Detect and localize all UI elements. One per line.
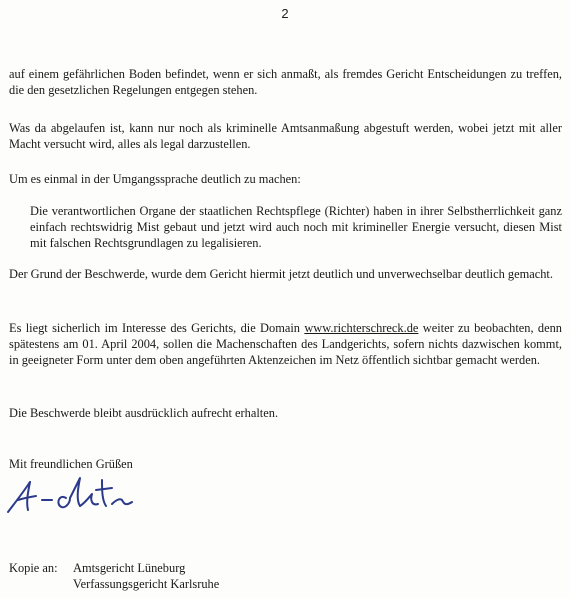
domain-link[interactable]: www.richterschreck.de	[304, 321, 419, 335]
copy-recipients-block	[9, 560, 219, 592]
copy-label: Kopie an:	[9, 561, 58, 575]
domain-notice-text-before: Es liegt sicherlich im Interesse des Gerichts, die Domain	[9, 321, 305, 335]
copy-recipient-verfassungsgericht: Verfassungsgericht Karlsruhe	[73, 577, 220, 591]
closing-greeting: Mit freundlichen Grüßen	[9, 457, 133, 471]
page-number: 2	[281, 6, 289, 21]
handwritten-signature	[4, 474, 154, 520]
paragraph-grund-der-beschwerde: Der Grund der Beschwerde, wurde dem Gericht hiermit jetzt deutlich und unverwechselbar deutlich gemacht.	[9, 267, 553, 281]
paragraph-beschwerde-aufrecht: Die Beschwerde bleibt ausdrücklich aufrecht erhalten.	[9, 406, 279, 420]
paragraph-amtsanmassung: Was da abgelaufen ist, kann nur noch als kriminelle Amtsanmaßung abgestuft werden, wobei jetzt mit aller Macht versucht wird, alles als legal darzustellen.	[9, 121, 562, 151]
copy-recipient-amtsgericht: Amtsgericht Lüneburg	[73, 561, 186, 575]
domain-notice-text-after: weiter zu beobachten, denn spätestens am 01. April 2004, sollen die Machenschaften des Landgerichts, sofern nichts dazwischen kommt, in geeigneter Form unter dem oben angeführten Aktenzeichen im Netz öffentlich sichtbar gemacht werden.	[9, 321, 562, 367]
indented-quote-paragraph: Die verantwortlichen Organe der staatlichen Rechtspflege (Richter) haben in ihrer Selbstherrlichkeit ganz einfach rechtswidrig Mist gebaut und jetzt wird auch noch mit krimineller Energie versucht, diesen Mist mit falschen Rechtsgrundlagen zu legalisieren.	[30, 204, 562, 250]
paragraph-umgangssprache: Um es einmal in der Umgangssprache deutlich zu machen:	[9, 172, 301, 186]
paragraph-boden: auf einem gefährlichen Boden befindet, wenn er sich anmaßt, als fremdes Gericht Entscheidungen zu treffen, die den gesetzlichen Regelungen entgegen stehen.	[9, 67, 562, 97]
paragraph-domain-notice	[9, 320, 562, 368]
